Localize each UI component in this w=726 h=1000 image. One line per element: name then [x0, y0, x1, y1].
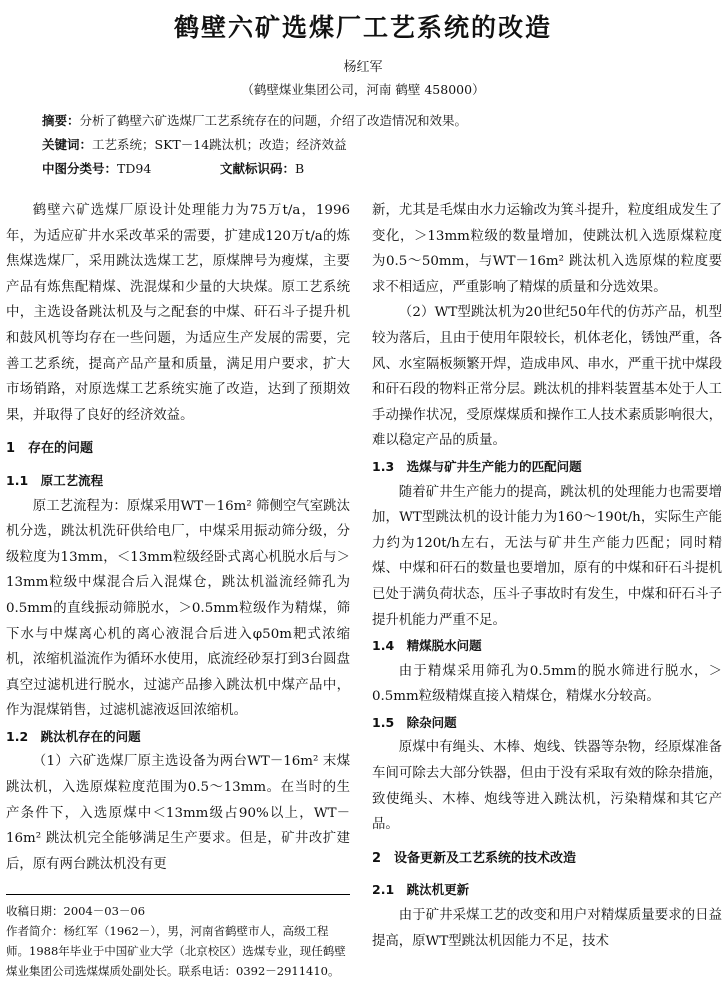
author-affiliation: （鹤壁煤业集团公司，河南 鹤壁 458000）: [241, 82, 485, 97]
abstract-label: 摘要：: [42, 113, 80, 128]
paragraph-1-2-item-2: （2）WT型跳汰机为20世纪50年代的仿苏产品，机型较为落后，且由于使用年限较长，机体老化，锈蚀严重，各风、水室隔板频繁开焊，造成串风、串水，严重干扰中煤段和矸石段的物料正常分层。跳汰机的排料装置基本处于人工手动操作状况，受原煤煤质和操作工人技术素质影响很大，难以稳定产品的质量。: [372, 305, 722, 449]
paragraph-continued: 新，尤其是毛煤由水力运输改为箕斗提升，粒度组成发生了变化，＞13mm粒级的数量增加，使跳汰机入选原煤粒度为0.5～50mm，与WT－16m² 跳汰机入选原煤的粒度要求不相适应，严重影响了精煤的质量和分选效果。: [372, 203, 722, 295]
section-heading-1-1: 1.1 原工艺流程: [6, 472, 104, 488]
keywords: [42, 135, 702, 153]
abstract-text: 分析了鹤壁六矿选煤厂工艺系统存在的问题，介绍了改造情况和效果。: [79, 113, 468, 128]
paragraph-1-5: 原煤中有绳头、木棒、炮线、铁器等杂物，经原煤准备车间可除去大部分铁器，但由于没有采取有效的除杂措施，致使绳头、木棒、炮线等进入跳汰机，污染精煤和其它产品。: [372, 740, 722, 833]
section-heading-1-3: 1.3 选煤与矿井生产能力的匹配问题: [372, 458, 582, 474]
author-name: 杨红军: [343, 60, 383, 75]
received-date: 收稿日期：2004－03－06: [6, 904, 146, 918]
clc-value: TD94: [117, 161, 152, 176]
author-bio: 作者简介：杨红军（1962－），男，河南省鹤壁市人，高级工程师。1988年毕业于中国矿业大学（北京校区）选煤专业，现任鹤壁煤业集团公司选煤煤质处副处长。联系电话：0392－2911410。: [6, 924, 346, 978]
classification: [42, 159, 702, 177]
paragraph-1-1: 原工艺流程为：原煤采用WT－16m² 筛侧空气室跳汰机分选，跳汰机洗矸供给电厂，中煤采用振动筛分级，分级粒度为13mm，＜13mm粒级经卧式离心机脱水后与＞13mm粒级中煤混合后入混煤仓，跳汰机溢流经筛孔为0.5mm的直线振动筛脱水，＞0.5mm粒级作为精煤，筛下水与中煤离心机的离心液混合后进入φ50m耙式浓缩机，浓缩机溢流作为循环水使用，底流经砂泵打到3台圆盘真空过滤机进行脱水，过滤产品掺入跳汰机中煤产品中，作为混煤销售，过滤机滤液返回浓缩机。: [6, 498, 350, 719]
paragraph-1-4: 由于精煤采用筛孔为0.5mm的脱水筛进行脱水，＞0.5mm粒级精煤直接入精煤仓，精煤水分较高。: [372, 663, 722, 705]
paper-title: 鹤壁六矿选煤厂工艺系统的改造: [173, 13, 552, 42]
paragraph-1-2: （1）六矿选煤厂原主选设备为两台WT－16m² 末煤跳汰机，入选原煤粒度范围为0.5～13mm。在当时的生产条件下，入选原煤中＜13mm级占90%以上，WT－16m² 跳汰机完全能够满足生产要求。但是，矿井改扩建后，原有两台跳汰机没有更: [6, 754, 350, 872]
left-column: [6, 198, 350, 877]
paragraph-2-1: 由于矿井采煤工艺的改变和用户对精煤质量要求的日益提高，原WT型跳汰机因能力不足，技术: [372, 908, 722, 949]
doc-code-value: B: [295, 161, 305, 176]
section-heading-1-5: 1.5 除杂问题: [372, 714, 457, 730]
keywords-text: 工艺系统；SKT－14跳汰机；改造；经济效益: [92, 137, 347, 152]
section-heading-2-1: 2.1 跳汰机更新: [372, 882, 470, 898]
keywords-label: 关键词：: [42, 137, 93, 152]
abstract: [42, 111, 702, 129]
section-heading-1-2: 1.2 跳汰机存在的问题: [6, 728, 141, 744]
footnote: [6, 894, 350, 981]
paragraph-1-3: 随着矿井生产能力的提高，跳汰机的处理能力也需要增加，WT型跳汰机的设计能力为160～190t/h，实际生产能力约为120t/h左右，无法与矿井生产能力匹配；同时精煤、中煤和矸石的数量也要增加，原有的中煤和矸石斗提机已处于满负荷状态，压斗子事故时有发生，中煤和矸石斗子提升机能力严重不足。: [372, 484, 722, 628]
intro-paragraph: 鹤壁六矿选煤厂原设计处理能力为75万t/a，1996年，为适应矿井水采改革采的需要，扩建成120万t/a的炼焦煤选煤厂，采用跳汰选煤工艺，原煤牌号为瘦煤，主要产品有炼焦配精煤、洗混煤和少量的大块煤。原工艺系统中，主选设备跳汰机及与之配套的中煤、矸石斗子提升机和鼓风机等均存在一些问题，为适应生产发展的需要，完善工艺系统，提高产品产量和质量，满足用户要求，扩大市场销路，对原选煤工艺系统实施了改造，达到了预期效果，并取得了良好的经济效益。: [6, 203, 350, 423]
section-heading-1: 1 存在的问题: [6, 441, 94, 457]
document-code: [220, 159, 304, 177]
section-heading-2: 2 设备更新及工艺系统的技术改造: [372, 850, 577, 866]
section-heading-1-4: 1.4 精煤脱水问题: [372, 638, 482, 654]
doc-code-label: 文献标识码：: [220, 161, 296, 176]
clc-label: 中图分类号：: [42, 161, 118, 176]
right-column: [372, 198, 722, 954]
